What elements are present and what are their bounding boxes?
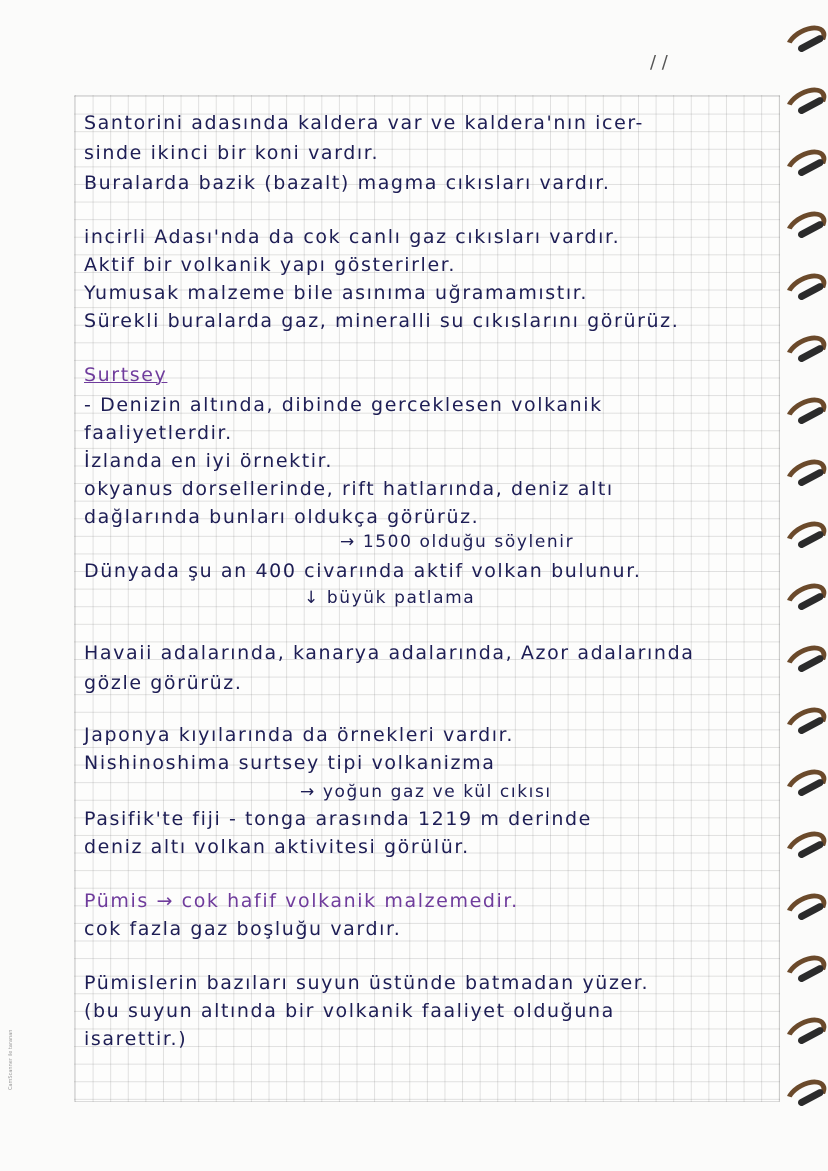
text-line: Buralarda bazik (bazalt) magma cıkısları vardır. xyxy=(84,172,611,194)
text-line: Pümislerin bazıları suyun üstünde batmadan yüzer. xyxy=(84,972,650,994)
page-marks: / / xyxy=(650,52,668,73)
spiral-ring xyxy=(780,19,828,63)
text-line: deniz altı volkan aktivitesi görülür. xyxy=(84,836,470,858)
text-line: gözle görürüz. xyxy=(84,672,243,694)
text-line: faaliyetlerdir. xyxy=(84,422,233,444)
spiral-binding xyxy=(782,0,828,1171)
scanner-watermark: CamScanner ile taranan xyxy=(8,1029,14,1090)
spiral-ring xyxy=(780,1073,828,1117)
text-line: dağlarında bunları oldukça görürüz. xyxy=(84,506,480,528)
text-line: İzlanda en iyi örnektir. xyxy=(84,450,333,472)
text-line: - Denizin altında, dibinde gerceklesen volkanik xyxy=(84,394,603,416)
spiral-ring xyxy=(780,577,828,621)
annotation-line: → 1500 olduğu söylenir xyxy=(340,532,575,552)
text-line: Nishinoshima surtsey tipi volkanizma xyxy=(84,752,496,774)
spiral-ring xyxy=(780,949,828,993)
text-line: Havaii adalarında, kanarya adalarında, Azor adalarında xyxy=(84,642,695,664)
section-heading: Surtsey xyxy=(84,364,168,386)
text-line: Japonya kıyılarında da örnekleri vardır. xyxy=(84,724,514,746)
spiral-ring xyxy=(780,329,828,373)
annotation-line: ↓ büyük patlama xyxy=(304,588,476,608)
text-line: okyanus dorsellerinde, rift hatlarında, deniz altı xyxy=(84,478,614,500)
spiral-ring xyxy=(780,205,828,249)
text-line: isarettir.) xyxy=(84,1028,188,1050)
spiral-ring xyxy=(780,825,828,869)
annotation-line: → yoğun gaz ve kül cıkısı xyxy=(300,782,552,802)
text-line: Santorini adasında kaldera var ve kaldera'nın icer- xyxy=(84,112,645,134)
text-line: incirli Adası'nda da cok canlı gaz cıkısları vardır. xyxy=(84,226,621,248)
spiral-ring xyxy=(780,639,828,683)
spiral-ring xyxy=(780,81,828,125)
spiral-ring xyxy=(780,887,828,931)
spiral-ring xyxy=(780,763,828,807)
spiral-ring xyxy=(780,391,828,435)
text-line: Aktif bir volkanik yapı gösterirler. xyxy=(84,254,457,276)
text-line: Sürekli buralarda gaz, mineralli su cıkıslarını görürüz. xyxy=(84,310,680,332)
spiral-ring xyxy=(780,515,828,559)
spiral-ring xyxy=(780,701,828,745)
text-line: sinde ikinci bir koni vardır. xyxy=(84,142,380,164)
text-line: Yumusak malzeme bile asınıma uğramamıstır. xyxy=(84,282,589,304)
spiral-ring xyxy=(780,453,828,497)
text-line: Dünyada şu an 400 civarında aktif volkan bulunur. xyxy=(84,560,642,582)
spiral-ring xyxy=(780,1011,828,1055)
spiral-ring xyxy=(780,267,828,311)
text-line-highlight: Pümis → cok hafif volkanik malzemedir. xyxy=(84,890,519,912)
text-line: (bu suyun altında bir volkanik faaliyet olduğuna xyxy=(84,1000,615,1022)
text-line: Pasifik'te fiji - tonga arasında 1219 m derinde xyxy=(84,808,592,830)
text-line: cok fazla gaz boşluğu vardır. xyxy=(84,918,402,940)
spiral-ring xyxy=(780,143,828,187)
